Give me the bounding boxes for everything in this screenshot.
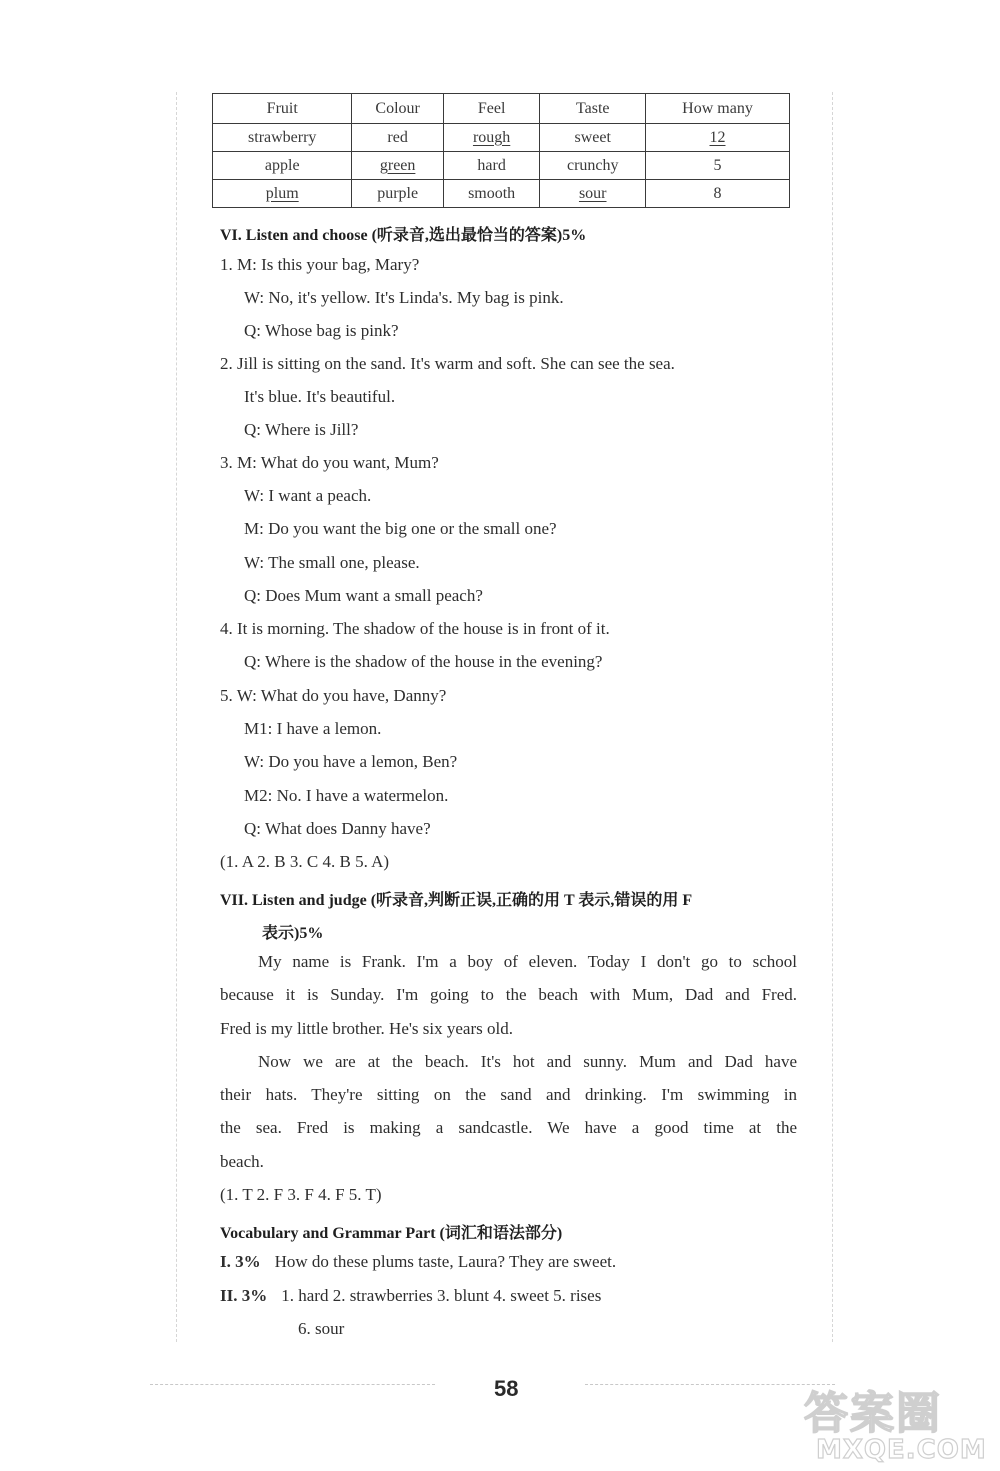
question-label: II. 3% bbox=[220, 1286, 268, 1305]
table-row bbox=[213, 124, 790, 152]
script-line: 1. M: Is this your bag, Mary? bbox=[220, 255, 420, 274]
watermark-logo bbox=[800, 1375, 995, 1470]
table-cell: crunchy bbox=[540, 152, 646, 180]
passage-line: beach. bbox=[220, 1152, 264, 1171]
watermark-glyphs: 答案圈 bbox=[804, 1388, 942, 1439]
script-line: M2: No. I have a watermelon. bbox=[244, 786, 449, 805]
watermark-url: MXQE.COM bbox=[816, 1435, 987, 1465]
table-cell: purple bbox=[352, 180, 443, 208]
script-line: W: Do you have a lemon, Ben? bbox=[244, 752, 458, 771]
answer-key: (1. A 2. B 3. C 4. B 5. A) bbox=[220, 852, 390, 871]
section-heading-continuation: 表示)5% bbox=[262, 925, 324, 942]
script-line: M1: I have a lemon. bbox=[244, 719, 382, 738]
table-row bbox=[213, 180, 790, 208]
table-row bbox=[213, 152, 790, 180]
question-label: I. 3% bbox=[220, 1252, 261, 1271]
passage-line: Fred is my little brother. He's six years old. bbox=[220, 1019, 513, 1038]
script-line: Q: Whose bag is pink? bbox=[244, 321, 399, 340]
passage-line: their hats. They're sitting on the sand and drinking. I'm swimming in bbox=[220, 1085, 797, 1104]
table-cell bbox=[443, 124, 540, 152]
script-line: W: I want a peach. bbox=[244, 486, 372, 505]
script-line: Q: Where is the shadow of the house in the evening? bbox=[244, 652, 603, 671]
section-heading-vocabulary: Vocabulary and Grammar Part (词汇和语法部分) bbox=[220, 1225, 563, 1242]
table-cell bbox=[646, 124, 790, 152]
passage-line: Now we are at the beach. It's hot and sunny. Mum and Dad have bbox=[258, 1052, 797, 1071]
script-line: Q: Does Mum want a small peach? bbox=[244, 586, 483, 605]
vocab-answer-2 bbox=[220, 1286, 601, 1306]
table-cell bbox=[352, 152, 443, 180]
script-line: 5. W: What do you have, Danny? bbox=[220, 686, 447, 705]
vocab-answer-2-continued: 6. sour bbox=[298, 1319, 345, 1338]
table-header-row bbox=[213, 94, 790, 124]
script-line: Q: What does Danny have? bbox=[244, 819, 431, 838]
table-header-cell: How many bbox=[646, 94, 790, 124]
passage-line: because it is Sunday. I'm going to the beach with Mum, Dad and Fred. bbox=[220, 985, 797, 1004]
table-cell: smooth bbox=[443, 180, 540, 208]
right-margin-line bbox=[832, 92, 833, 1342]
table-cell: red bbox=[352, 124, 443, 152]
table-header-cell: Feel bbox=[443, 94, 540, 124]
script-line: M: Do you want the big one or the small one? bbox=[244, 519, 557, 538]
answer-text: How do these plums taste, Laura? They are sweet. bbox=[274, 1252, 617, 1271]
table-cell: 8 bbox=[646, 180, 790, 208]
fruit-table bbox=[212, 93, 790, 208]
table-cell bbox=[540, 180, 646, 208]
script-line: 4. It is morning. The shadow of the house is in front of it. bbox=[220, 619, 610, 638]
page-number: 58 bbox=[494, 1376, 519, 1401]
script-line: It's blue. It's beautiful. bbox=[244, 387, 396, 406]
table-cell bbox=[213, 180, 352, 208]
table-cell: hard bbox=[443, 152, 540, 180]
table-header-cell: Taste bbox=[540, 94, 646, 124]
filled-answer: rough bbox=[472, 128, 511, 146]
table-header-cell: Fruit bbox=[213, 94, 352, 124]
passage-line: My name is Frank. I'm a boy of eleven. Today I don't go to school bbox=[258, 952, 797, 971]
footer-rule-left bbox=[150, 1384, 435, 1385]
table-cell: apple bbox=[213, 152, 352, 180]
table-header-cell: Colour bbox=[352, 94, 443, 124]
filled-answer: sour bbox=[578, 184, 607, 202]
script-line: W: The small one, please. bbox=[244, 553, 420, 572]
script-line: 2. Jill is sitting on the sand. It's warm and soft. She can see the sea. bbox=[220, 354, 675, 373]
left-margin-line bbox=[176, 92, 177, 1342]
script-line: Q: Where is Jill? bbox=[244, 420, 359, 439]
filled-answer: 12 bbox=[709, 128, 726, 146]
filled-answer: plum bbox=[265, 184, 299, 202]
passage-line: the sea. Fred is making a sandcastle. We have a good time at the bbox=[220, 1118, 797, 1137]
table-cell: 5 bbox=[646, 152, 790, 180]
table-cell: sweet bbox=[540, 124, 646, 152]
script-line: 3. M: What do you want, Mum? bbox=[220, 453, 439, 472]
answer-text: 1. hard 2. strawberries 3. blunt 4. sweet 5. rises bbox=[281, 1286, 602, 1305]
section-heading-listen-judge: VII. Listen and judge (听录音,判断正误,正确的用 T 表示,错误的用 F bbox=[220, 892, 693, 909]
table-cell: strawberry bbox=[213, 124, 352, 152]
answer-key: (1. T 2. F 3. F 4. F 5. T) bbox=[220, 1185, 382, 1204]
section-heading-listen-choose: VI. Listen and choose (听录音,选出最恰当的答案)5% bbox=[220, 227, 587, 244]
filled-answer: green bbox=[379, 156, 416, 174]
script-line: W: No, it's yellow. It's Linda's. My bag is pink. bbox=[244, 288, 564, 307]
vocab-answer-1 bbox=[220, 1252, 616, 1272]
footer-rule-right bbox=[585, 1384, 835, 1385]
